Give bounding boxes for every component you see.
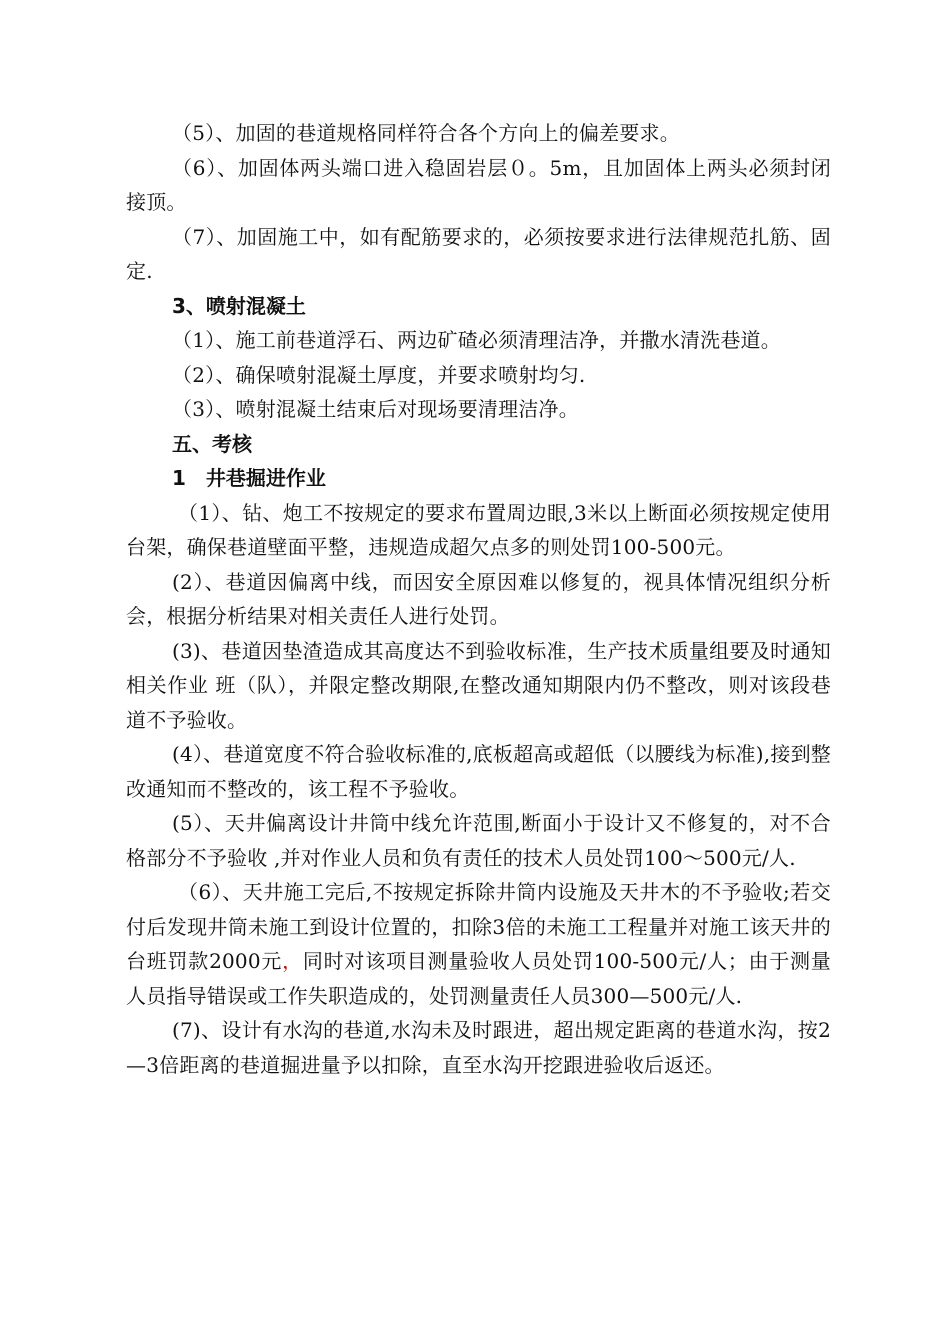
- paragraph-reinforce-5: （5）、加固的巷道规格同样符合各个方向上的偏差要求。: [172, 121, 680, 145]
- paragraph-assessment-6-part-a: （6）、天井施工完后,不按规定拆除井筒内设施及天井木的不予验收;若交付后发现井筒未施工到设计位置的，扣除3倍的未施工工程量并对施工该天井的台班罚款2000元: [126, 880, 831, 973]
- section-heading-shotcrete: 3、喷射混凝土: [172, 293, 306, 318]
- paragraph-assessment-2: (2）、巷道因偏离中线，而因安全原因难以修复的，视具体情况组织分析会，根据分析结果对相关责任人进行处罚。: [126, 569, 831, 628]
- document-body: [126, 116, 831, 1082]
- red-comma-mark: ，: [282, 949, 303, 973]
- paragraph-assessment-1: （1）、钻、炮工不按规定的要求布置周边眼,3米以上断面必须按规定使用台架，确保巷道壁面平整，违规造成超欠点多的则处罚100-500元。: [126, 500, 831, 559]
- paragraph-assessment-5: (5）、天井偏离设计井筒中线允许范围,断面小于设计又不修复的，对不合格部分不予验收 ,并对作业人员和负有责任的技术人员处罚100～500元/人.: [126, 811, 831, 870]
- paragraph-reinforce-7: （7）、加固施工中，如有配筋要求的，必须按要求进行法律规范扎筋、固定.: [126, 224, 831, 283]
- paragraph-assessment-3: (3)、巷道因垫渣造成其高度达不到验收标准，生产技术质量组要及时通知相关作业 班（队），并限定整改期限,在整改通知期限内仍不整改，则对该段巷道不予验收。: [126, 638, 831, 732]
- paragraph-assessment-7: (7)、设计有水沟的巷道,水沟未及时跟进，超出规定距离的巷道水沟，按2—3倍距离的巷道掘进量予以扣除，直至水沟开挖跟进验收后返还。: [126, 1018, 831, 1077]
- paragraph-assessment-6-part-b: 同时对该项目测量验收人员处罚100-500元/人；由于测量人员指导错误或工作失职造成的，处罚测量责任人员300—500元/人.: [126, 949, 832, 1008]
- paragraph-shotcrete-2: （2）、确保喷射混凝土厚度，并要求喷射均匀.: [172, 362, 586, 387]
- paragraph-reinforce-6: （6）、加固体两头端口进入稳固岩层０。5m，且加固体上两头必须封闭接顶。: [126, 155, 831, 214]
- paragraph-assessment-6: [126, 875, 831, 1013]
- section-heading-tunneling: 1 井巷掘进作业: [172, 466, 326, 490]
- chapter-heading-assessment: 五、考核: [172, 431, 252, 456]
- paragraph-shotcrete-1: （1）、施工前巷道浮石、两边矿碴必须清理洁净，并撒水清洗巷道。: [172, 328, 781, 352]
- paragraph-assessment-4: (4）、巷道宽度不符合验收标准的,底板超高或超低（以腰线为标准),接到整改通知而不整改的，该工程不予验收。: [126, 742, 831, 801]
- paragraph-shotcrete-3: （3）、喷射混凝土结束后对现场要清理洁净。: [172, 397, 579, 421]
